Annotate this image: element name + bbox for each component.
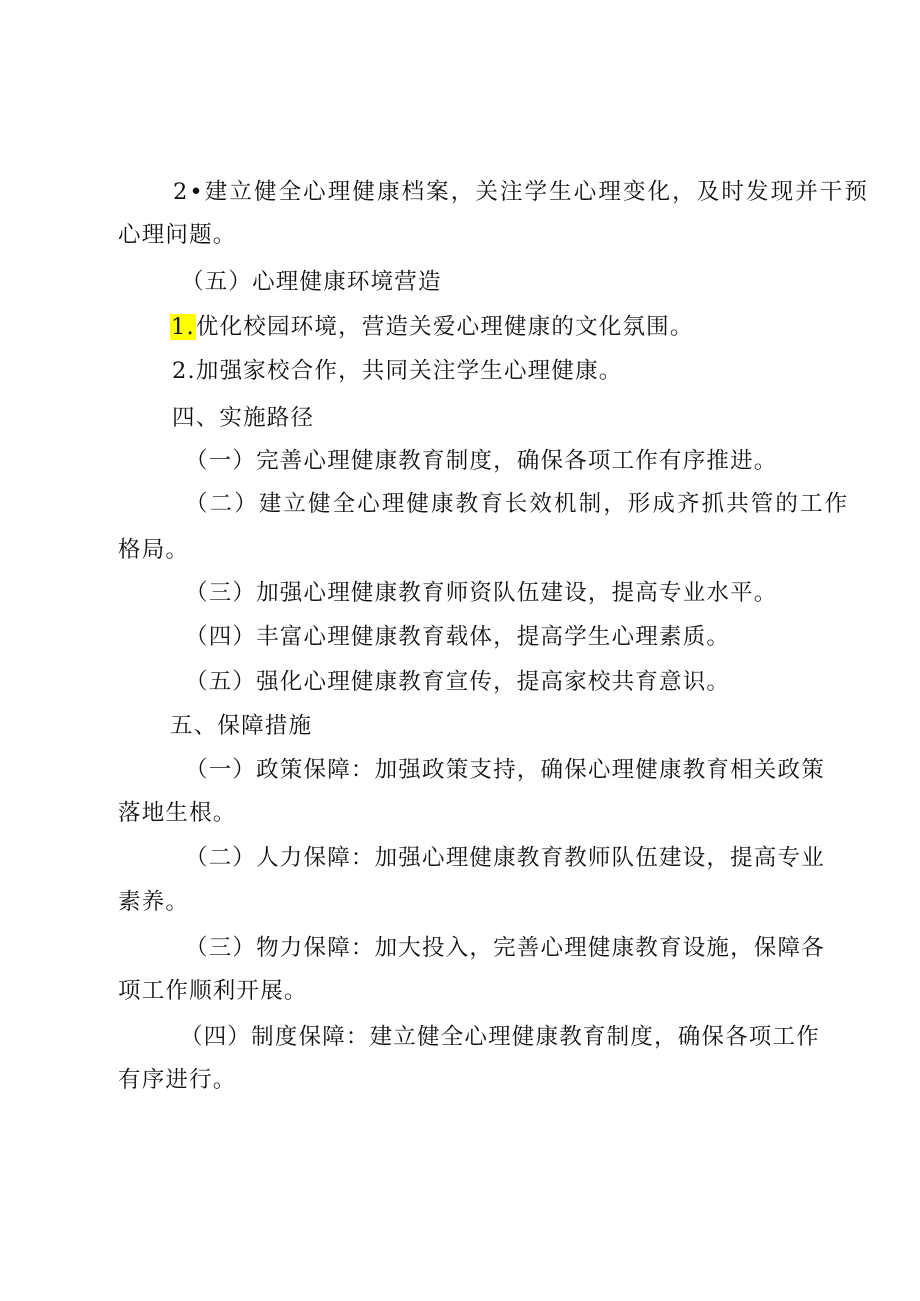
- highlighted-number: 1.: [171, 314, 195, 340]
- paragraph-line: 项工作顺利开展。: [118, 978, 308, 1004]
- paragraph-line: （五）强化心理健康教育宣传，提高家校共育意识。: [185, 669, 731, 695]
- section-heading: （五）心理健康环境营造: [181, 269, 442, 295]
- list-item: [170, 311, 694, 343]
- paragraph-line: 2•建立健全心理健康档案，关注学生心理变化，及时发现并干预: [173, 179, 869, 205]
- paragraph-line: （一）完善心理健康教育制度，确保各项工作有序推进。: [185, 448, 778, 474]
- list-item: 2.加强家校合作，共同关注学生心理健康。: [172, 358, 623, 384]
- paragraph-line: 素养。: [118, 889, 190, 915]
- paragraph-line: （二）人力保障：加强心理健康教育教师队伍建设，提高专业: [185, 845, 825, 871]
- paragraph-line: （二）建立健全心理健康教育长效机制，形成齐抓共管的工作: [185, 491, 850, 517]
- chapter-heading: 五、保障措施: [170, 713, 313, 739]
- paragraph-line: 落地生根。: [118, 800, 237, 826]
- paragraph-line: 心理问题。: [118, 222, 237, 248]
- paragraph-line: （四）制度保障：建立健全心理健康教育制度，确保各项工作: [180, 1024, 820, 1050]
- paragraph-line: （三）加强心理健康教育师资队伍建设，提高专业水平。: [185, 580, 778, 606]
- chapter-heading: 四、实施路径: [172, 405, 315, 431]
- paragraph-line: （四）丰富心理健康教育载体，提高学生心理素质。: [185, 624, 731, 650]
- paragraph-line: 格局。: [118, 537, 190, 563]
- list-item-text: 优化校园环境，营造关爱心理健康的文化氛围。: [195, 314, 694, 340]
- paragraph-line: 有序进行。: [118, 1067, 237, 1093]
- paragraph-line: （三）物力保障：加大投入，完善心理健康教育设施，保障各: [185, 935, 825, 961]
- paragraph-line: （一）政策保障：加强政策支持，确保心理健康教育相关政策: [185, 757, 825, 783]
